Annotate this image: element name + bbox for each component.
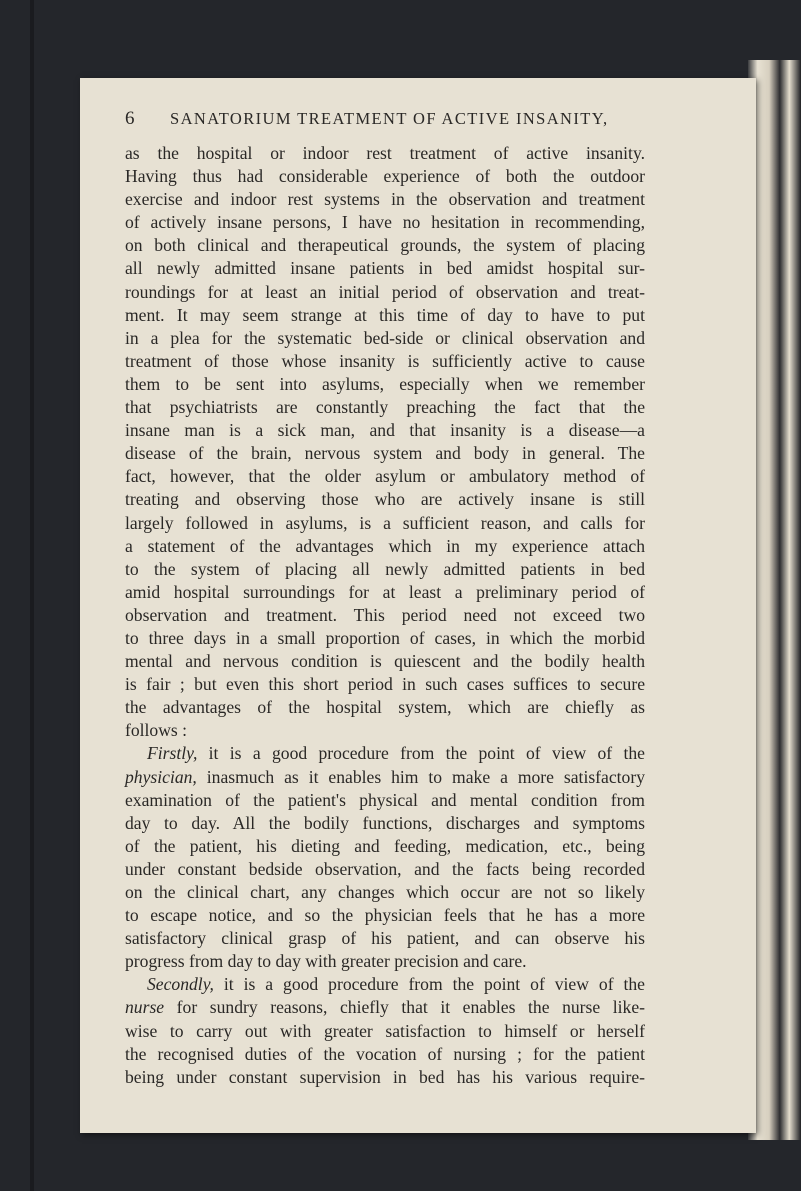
text-line: satisfactory clinical grasp of his patient, and can observe his: [125, 928, 645, 949]
text-line: observation and treatment. This period need not exceed two: [125, 604, 645, 625]
text-line: amid hospital surroundings for at least a preliminary period of: [125, 581, 645, 602]
text-line: on the clinical chart, any changes which occur are not so likely: [125, 882, 645, 902]
text-line: being under constant supervision in bed has his various require-: [125, 1066, 645, 1087]
text-line: treatment of those whose insanity is sufficiently active to cause: [125, 350, 645, 371]
text-line: wise to carry out with greater satisfaction to himself or herself: [125, 1020, 645, 1041]
backdrop-stripe: [30, 0, 34, 1191]
text-line: in a plea for the systematic bed-side or clinical observation and: [125, 327, 645, 348]
text-line: mental and nervous condition is quiescent and the bodily health: [125, 651, 645, 672]
paragraph-1: [125, 142, 645, 742]
text-line: as the hospital or indoor rest treatment of active insanity.: [125, 143, 645, 163]
text-line: Secondly, it is a good procedure from the point of view of the: [147, 974, 645, 995]
text-line: to escape notice, and so the physician feels that he has a more: [125, 905, 645, 926]
text-line: ment. It may seem strange at this time of day to have to put: [125, 304, 645, 325]
text-line: of actively insane persons, I have no hesitation in recommending,: [125, 212, 645, 233]
text-line: is fair ; but even this short period in such cases suffices to secure: [125, 674, 645, 695]
text-line: under constant bedside observation, and the facts being recorded: [125, 858, 645, 879]
running-header: [125, 108, 645, 130]
text-line: to the system of placing all newly admitted patients in bed: [125, 558, 645, 579]
text-line: a statement of the advantages which in my experience attach: [125, 535, 645, 556]
running-title: SANATORIUM TREATMENT OF ACTIVE INSANITY,: [170, 109, 609, 128]
text-line: follows :: [125, 720, 188, 741]
text-line: to three days in a small proportion of cases, in which the morbid: [125, 627, 645, 648]
emphasized-word: Secondly,: [147, 974, 214, 995]
text-line: day to day. All the bodily functions, discharges and symptoms: [125, 812, 645, 833]
body-text: [125, 142, 645, 1089]
paragraph-3: [125, 973, 645, 1088]
text-line: Having thus had considerable experience of both the outdoor: [125, 166, 645, 187]
paragraph-2: [125, 742, 645, 973]
emphasized-word: physician,: [125, 766, 197, 787]
text-line: the recognised duties of the vocation of nursing ; for the patient: [125, 1043, 645, 1064]
text-line: roundings for at least an initial period of observation and treat-: [125, 281, 645, 302]
text-line: all newly admitted insane patients in bed amidst hospital sur-: [125, 258, 645, 279]
text-line: fact, however, that the older asylum or ambulatory method of: [125, 466, 645, 487]
text-line: that psychiatrists are constantly preaching the fact that the: [125, 397, 645, 418]
text-line: nurse for sundry reasons, chiefly that it enables the nurse like-: [125, 997, 645, 1018]
text-line: examination of the patient's physical and mental condition from: [125, 789, 645, 810]
text-line: on both clinical and therapeutical grounds, the system of placing: [125, 235, 645, 256]
text-line: progress from day to day with greater precision and care.: [125, 951, 527, 972]
text-line: of the patient, his dieting and feeding, medication, etc., being: [125, 835, 645, 856]
text-line: disease of the brain, nervous system and body in general. The: [125, 443, 645, 464]
text-line: treating and observing those who are actively insane is still: [125, 489, 645, 510]
text-line: insane man is a sick man, and that insanity is a disease—a: [125, 420, 645, 441]
text-line: them to be sent into asylums, especially when we remember: [125, 373, 645, 394]
text-line: exercise and indoor rest systems in the observation and treatment: [125, 189, 645, 210]
emphasized-word: Firstly,: [147, 743, 198, 764]
text-line: the advantages of the hospital system, which are chiefly as: [125, 697, 645, 718]
text-line: physician, inasmuch as it enables him to make a more satisfactory: [125, 766, 645, 787]
page-number: 6: [125, 108, 135, 129]
emphasized-word: nurse: [125, 997, 165, 1018]
text-line: largely followed in asylums, is a sufficient reason, and calls for: [125, 512, 645, 533]
text-line: Firstly, it is a good procedure from the point of view of the: [147, 743, 645, 764]
